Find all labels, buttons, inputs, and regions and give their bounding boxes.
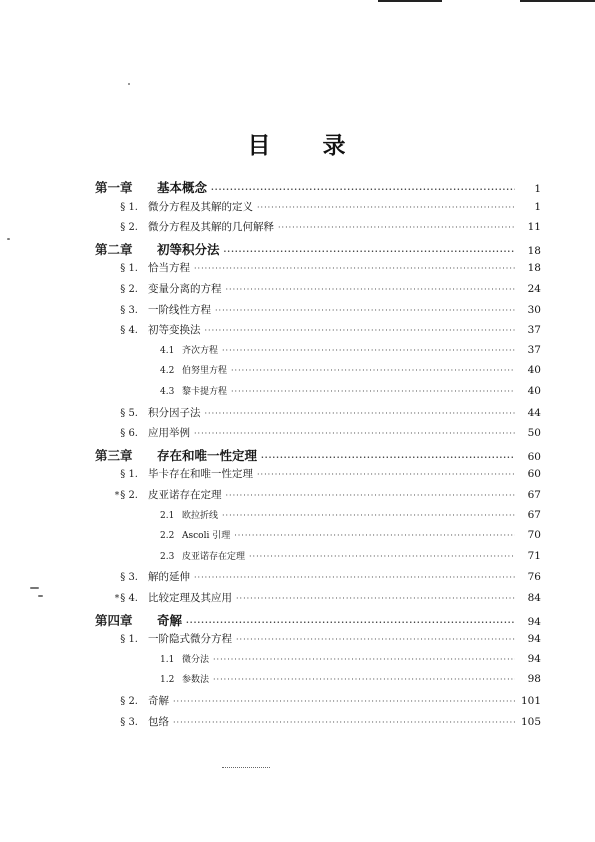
toc-entry-number <box>100 696 148 707</box>
toc-entry-number <box>95 178 157 196</box>
toc-entry-sub[interactable] <box>160 363 541 383</box>
toc-entry-number <box>160 366 182 376</box>
toc-entry-title: 恰当方程 <box>148 262 190 275</box>
toc-entry-page: 1 <box>534 183 541 195</box>
toc-entry-title: 黎卡提方程 <box>182 387 228 397</box>
toc-entry-number <box>160 655 182 665</box>
dot-leader <box>236 635 515 644</box>
toc-entry-sub[interactable] <box>160 672 541 692</box>
toc-entry-section[interactable] <box>100 302 541 322</box>
toc-entry-title: 解的延伸 <box>148 571 190 584</box>
toc-entry-title: 微分方程及其解的定义 <box>148 200 253 213</box>
dot-leader <box>226 491 516 500</box>
toc-entry-chapter[interactable] <box>95 240 541 260</box>
toc-entry-page: 30 <box>527 303 541 316</box>
dot-leader <box>234 531 515 540</box>
toc-entry-page: 24 <box>527 283 541 295</box>
toc-entry-number-text: § 1. <box>120 634 138 646</box>
toc-entry-page: 60 <box>527 468 541 481</box>
toc-entry-number <box>160 346 182 356</box>
dot-leader <box>222 346 515 355</box>
toc-entry-number <box>100 263 148 274</box>
toc-entry-number <box>95 446 157 464</box>
toc-entry-number-text: § 4. <box>120 593 138 604</box>
toc-entry-number-text: 4.3 <box>160 387 175 397</box>
toc-entry-title: 应用举例 <box>148 427 190 440</box>
dot-leader <box>257 470 515 479</box>
title-char: 录 <box>322 132 348 159</box>
toc-entry-page: 37 <box>527 343 541 356</box>
toc-entry-number <box>100 593 148 604</box>
toc-entry-number-text: § 3. <box>120 304 138 316</box>
toc-entry-title: 包络 <box>148 715 169 728</box>
toc-entry-number <box>100 284 148 295</box>
toc-entry-number <box>100 634 148 645</box>
toc-entry-title: 基本概念 <box>157 180 208 195</box>
toc-entry-chapter[interactable] <box>95 178 541 198</box>
toc-entry-number-text: 第二章 <box>95 241 133 257</box>
toc-entry-number-text: 第三章 <box>95 447 133 463</box>
toc-entry-number-text: 第四章 <box>95 612 133 628</box>
toc-entry-number-text: 1.2 <box>160 675 175 686</box>
scan-speck <box>128 83 130 85</box>
dot-leader <box>215 306 515 315</box>
toc-entry-sub[interactable] <box>160 343 541 363</box>
toc-entry-page: 94 <box>527 633 541 646</box>
dot-leader <box>231 366 515 375</box>
toc-entry-sub[interactable] <box>160 508 541 528</box>
toc-entry-title: 皮亚诺存在定理 <box>148 489 222 501</box>
toc-entry-section[interactable] <box>100 590 541 610</box>
dot-leader <box>173 697 515 706</box>
dot-leader <box>222 511 515 520</box>
toc-entry-sub[interactable] <box>160 528 541 548</box>
toc-entry-title: 奇解 <box>148 695 169 707</box>
dot-leader <box>226 285 516 294</box>
toc-entry-title: 初等变换法 <box>148 324 201 337</box>
dot-leader <box>236 594 515 603</box>
toc-entry-number-text: § 3. <box>120 716 138 728</box>
dot-leader <box>213 675 515 684</box>
dot-leader <box>186 617 515 627</box>
title-char: 目 <box>247 132 273 159</box>
toc-entry-page: 94 <box>527 652 541 665</box>
toc-entry-section[interactable] <box>100 199 541 219</box>
page-number-mark <box>222 767 270 771</box>
toc-entry-number <box>100 325 148 336</box>
dot-leader <box>173 718 515 727</box>
toc-entry-chapter[interactable] <box>95 611 541 631</box>
dot-leader <box>205 409 516 418</box>
toc-entry-number <box>160 552 182 562</box>
toc-entry-number <box>100 305 148 316</box>
scan-edge-mark-right <box>520 0 595 2</box>
toc-entry-section[interactable] <box>100 569 541 589</box>
toc-entry-section[interactable] <box>100 425 541 445</box>
toc-entry-page: 40 <box>527 364 541 377</box>
toc-entry-title: 一阶线性方程 <box>148 303 211 316</box>
toc-entry-title: 变量分离的方程 <box>148 283 222 295</box>
toc-entry-number <box>100 222 148 233</box>
scan-edge-mark-left <box>378 0 442 2</box>
dot-leader <box>278 223 515 232</box>
toc-entry-page: 67 <box>527 489 541 501</box>
toc-entry-page: 101 <box>520 695 541 707</box>
toc-entry-number-text: § 2. <box>120 222 138 234</box>
optional-marker: * <box>114 491 120 501</box>
toc-entry-page: 84 <box>527 592 541 604</box>
toc-entry-page: 105 <box>520 715 541 728</box>
toc-entry-chapter[interactable] <box>95 446 541 466</box>
toc-entry-number-text: 4.1 <box>160 345 175 356</box>
toc-entry-section[interactable] <box>100 631 541 651</box>
toc-entry-page: 76 <box>527 571 541 584</box>
toc-entry-number <box>160 387 182 397</box>
toc-entry-number <box>160 531 182 541</box>
toc-entry-number-text: § 2. <box>120 696 138 707</box>
dot-leader <box>194 429 515 438</box>
toc-entry-number <box>95 611 157 629</box>
toc-entry-title: 积分因子法 <box>148 406 201 419</box>
toc-entry-number-text: § 1. <box>120 469 138 481</box>
toc-entry-page: 11 <box>527 221 541 234</box>
scan-speck <box>7 238 10 240</box>
toc-entry-page: 18 <box>527 262 541 275</box>
toc-entry-number <box>160 675 182 685</box>
dot-leader <box>205 326 516 335</box>
toc-entry-title: 参数法 <box>182 675 210 686</box>
toc-entry-section[interactable] <box>100 322 541 342</box>
dot-leader <box>224 246 515 256</box>
toc-entry-number-text: § 3. <box>120 572 138 584</box>
dot-leader <box>194 264 515 273</box>
toc-entry-title: 毕卡存在和唯一性定理 <box>148 468 253 481</box>
toc-entry-section[interactable] <box>100 714 541 734</box>
toc-entry-page: 67 <box>527 508 541 521</box>
toc-entry-number-text: § 2. <box>120 490 138 501</box>
scan-speck <box>38 595 43 597</box>
toc-entry-number-text: 2.1 <box>160 510 175 521</box>
toc-entry-page: 18 <box>527 244 541 257</box>
toc-entry-number <box>160 511 182 521</box>
toc-entry-number <box>100 572 148 583</box>
toc-entry-page: 98 <box>527 673 541 686</box>
toc-entry-sub[interactable] <box>160 652 541 672</box>
toc-entry-number <box>100 490 148 501</box>
toc-entry-section[interactable] <box>100 281 541 301</box>
toc-entry-title: 存在和唯一性定理 <box>157 447 258 463</box>
toc-entry-title: 皮亚诺存在定理 <box>182 551 246 562</box>
toc-entry-section[interactable] <box>100 487 541 507</box>
toc-entry-section[interactable] <box>100 219 541 239</box>
toc-entry-number <box>100 202 148 213</box>
toc-entry-title: 奇解 <box>157 612 183 628</box>
toc-entry-number-text: § 1. <box>120 201 138 213</box>
toc-entry-number-text: § 2. <box>120 284 138 295</box>
toc-entry-number <box>100 717 148 728</box>
toc-entry-section[interactable] <box>100 405 541 425</box>
toc-entry-page: 70 <box>527 529 541 542</box>
page-title <box>0 127 595 160</box>
toc-entry-page: 94 <box>527 615 541 628</box>
toc-entry-page: 60 <box>527 450 541 463</box>
toc-entry-number-text: § 1. <box>120 263 138 275</box>
toc-entry-page: 1 <box>534 200 541 213</box>
toc-entry-title: 一阶隐式微分方程 <box>148 633 232 646</box>
toc-entry-title: 微分方程及其解的几何解释 <box>148 221 274 234</box>
toc-entry-page: 37 <box>527 324 541 337</box>
dot-leader <box>231 387 515 396</box>
toc-entry-sub[interactable] <box>160 549 541 569</box>
toc-entry-section[interactable] <box>100 693 541 713</box>
toc-entry-title: 齐次方程 <box>182 345 219 356</box>
toc-entry-number-text: § 4. <box>120 325 138 337</box>
toc-entry-page: 71 <box>527 549 541 562</box>
toc-entry-title: Ascoli 引理 <box>182 531 231 542</box>
toc-entry-title: 欧拉折线 <box>182 510 219 521</box>
dot-leader <box>261 452 515 462</box>
toc-entry-number-text: 第一章 <box>95 180 133 195</box>
toc-entry-title: 初等积分法 <box>157 241 220 257</box>
toc-entry-number-text: § 5. <box>120 407 138 419</box>
dot-leader <box>194 573 515 582</box>
toc-entry-number <box>95 240 157 258</box>
toc-entry-number-text: § 6. <box>120 428 138 440</box>
toc-entry-number-text: 4.2 <box>160 366 175 377</box>
scan-speck <box>30 587 39 589</box>
toc-entry-page: 40 <box>527 385 541 397</box>
toc-entry-section[interactable] <box>100 260 541 280</box>
toc-entry-number <box>100 469 148 480</box>
toc-entry-title: 微分法 <box>182 654 210 665</box>
toc-entry-section[interactable] <box>100 466 541 486</box>
toc-entry-number <box>100 428 148 439</box>
toc-entry-number <box>100 408 148 419</box>
toc-entry-page: 44 <box>527 406 541 419</box>
toc-entry-number-text: 1.1 <box>160 654 175 665</box>
dot-leader <box>211 184 515 194</box>
dot-leader <box>249 552 515 561</box>
dot-leader <box>257 203 515 212</box>
toc-entry-number-text: 2.3 <box>160 551 175 562</box>
toc-entry-sub[interactable] <box>160 384 541 404</box>
toc-entry-number-text: 2.2 <box>160 531 175 542</box>
toc-entry-page: 50 <box>527 427 541 440</box>
optional-marker: * <box>114 594 120 604</box>
dot-leader <box>213 655 515 664</box>
toc-entry-title: 比较定理及其应用 <box>148 592 232 604</box>
toc-entry-title: 伯努里方程 <box>182 366 228 377</box>
